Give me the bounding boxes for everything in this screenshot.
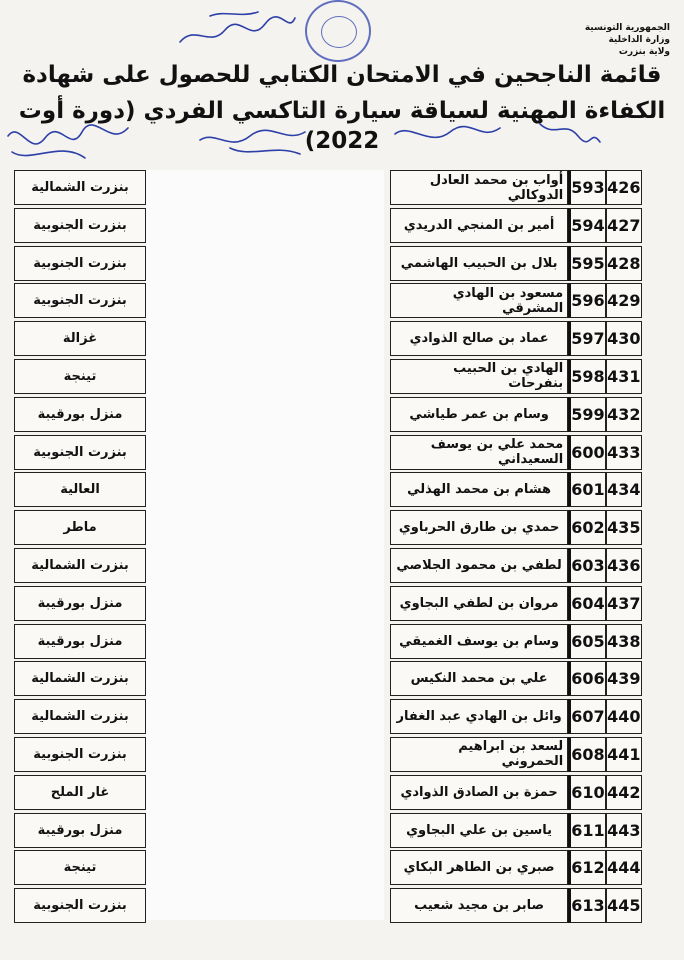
row-index: 431 — [606, 359, 642, 394]
delegation-row — [14, 472, 146, 507]
candidate-number: 605 — [568, 624, 605, 659]
table-row — [390, 888, 642, 923]
table-row — [390, 775, 642, 810]
candidate-number: 606 — [568, 661, 605, 696]
candidate-name: عماد بن صالح الذوادي — [390, 321, 568, 356]
delegation-row — [14, 813, 146, 848]
official-stamp — [305, 0, 371, 62]
delegation-name: غار الملح — [14, 775, 146, 810]
delegation-row — [14, 397, 146, 432]
table-row — [390, 246, 642, 281]
table-row — [390, 586, 642, 621]
candidate-number: 612 — [568, 850, 605, 885]
row-index: 440 — [606, 699, 642, 734]
delegation-name: تينجة — [14, 359, 146, 394]
candidate-name: وائل بن الهادي عبد الغفار — [390, 699, 568, 734]
delegation-row — [14, 586, 146, 621]
delegation-row — [14, 170, 146, 205]
row-index: 441 — [606, 737, 642, 772]
candidate-number: 608 — [568, 737, 605, 772]
delegation-row — [14, 321, 146, 356]
row-index: 427 — [606, 208, 642, 243]
row-index: 426 — [606, 170, 642, 205]
row-index: 436 — [606, 548, 642, 583]
candidate-name: هشام بن محمد الهذلي — [390, 472, 568, 507]
candidate-number: 593 — [568, 170, 605, 205]
table-row — [390, 321, 642, 356]
candidate-name: محمد علي بن يوسف السعيداني — [390, 435, 568, 470]
delegation-row — [14, 775, 146, 810]
table-row — [390, 397, 642, 432]
row-index: 444 — [606, 850, 642, 885]
header-line-governorate: ولاية بنزرت — [618, 47, 670, 57]
candidate-name: وسام بن يوسف الغميقي — [390, 624, 568, 659]
delegation-name: غزالة — [14, 321, 146, 356]
candidate-number: 604 — [568, 586, 605, 621]
signature-top — [170, 4, 300, 54]
candidate-number: 594 — [568, 208, 605, 243]
delegation-row — [14, 888, 146, 923]
delegation-row — [14, 850, 146, 885]
candidate-name: الهادي بن الحبيب بنفرحات — [390, 359, 568, 394]
candidate-number: 599 — [568, 397, 605, 432]
delegation-name: ماطر — [14, 510, 146, 545]
delegation-name: بنزرت الشمالية — [14, 699, 146, 734]
delegation-row — [14, 661, 146, 696]
candidate-name: وسام بن عمر طياشي — [390, 397, 568, 432]
candidate-name: علي بن محمد النكيس — [390, 661, 568, 696]
delegation-row — [14, 699, 146, 734]
table-row — [390, 283, 642, 318]
row-index: 445 — [606, 888, 642, 923]
table-row — [390, 699, 642, 734]
row-index: 430 — [606, 321, 642, 356]
candidate-number: 596 — [568, 283, 605, 318]
delegation-name: بنزرت الشمالية — [14, 548, 146, 583]
row-index: 439 — [606, 661, 642, 696]
delegation-name: بنزرت الجنوبية — [14, 888, 146, 923]
table-row — [390, 170, 642, 205]
delegation-name: بنزرت الجنوبية — [14, 737, 146, 772]
delegation-name: بنزرت الشمالية — [14, 170, 146, 205]
candidate-name: حمدي بن طارق الحرباوي — [390, 510, 568, 545]
header-line-ministry: وزارة الداخلية — [608, 35, 670, 45]
table-row — [390, 813, 642, 848]
delegation-name: العالية — [14, 472, 146, 507]
candidate-name: أمير بن المنجي الدريدي — [390, 208, 568, 243]
candidate-number: 595 — [568, 246, 605, 281]
candidate-number: 602 — [568, 510, 605, 545]
row-index: 428 — [606, 246, 642, 281]
candidates-table — [390, 170, 642, 926]
candidate-name: لسعد بن ابراهيم الحمروني — [390, 737, 568, 772]
candidate-number: 613 — [568, 888, 605, 923]
candidate-number: 607 — [568, 699, 605, 734]
delegation-row — [14, 435, 146, 470]
candidate-name: بلال بن الحبيب الهاشمي — [390, 246, 568, 281]
candidate-number: 601 — [568, 472, 605, 507]
row-index: 442 — [606, 775, 642, 810]
row-index: 435 — [606, 510, 642, 545]
delegation-name: منزل بورقيبة — [14, 397, 146, 432]
header-line-republic: الجمهورية التونسية — [584, 23, 670, 33]
delegation-name: منزل بورقيبة — [14, 624, 146, 659]
table-row — [390, 548, 642, 583]
delegation-row — [14, 359, 146, 394]
redacted-column — [146, 170, 384, 920]
delegation-row — [14, 283, 146, 318]
table-row — [390, 472, 642, 507]
candidate-name: صابر بن مجيد شعيب — [390, 888, 568, 923]
row-index: 434 — [606, 472, 642, 507]
delegation-name: بنزرت الجنوبية — [14, 246, 146, 281]
document-title-line-2: الكفاءة المهنية لسياقة سيارة التاكسي الفردي (دورة أوت 2022) — [18, 98, 666, 154]
row-index: 437 — [606, 586, 642, 621]
candidate-name: مسعود بن الهادي المشرقي — [390, 283, 568, 318]
candidate-name: أواب بن محمد العادل الدوكالي — [390, 170, 568, 205]
table-row — [390, 208, 642, 243]
ministry-header — [560, 22, 670, 58]
table-row — [390, 661, 642, 696]
delegation-name: بنزرت الجنوبية — [14, 208, 146, 243]
candidate-name: ياسين بن علي البجاوي — [390, 813, 568, 848]
delegation-row — [14, 737, 146, 772]
table-row — [390, 359, 642, 394]
table-row — [390, 737, 642, 772]
delegation-row — [14, 548, 146, 583]
candidate-number: 611 — [568, 813, 605, 848]
candidate-name: لطفي بن محمود الجلاصي — [390, 548, 568, 583]
table-row — [390, 850, 642, 885]
delegation-name: بنزرت الجنوبية — [14, 435, 146, 470]
candidate-number: 597 — [568, 321, 605, 356]
candidate-number: 610 — [568, 775, 605, 810]
document-title-line-1: قائمة الناجحين في الامتحان الكتابي للحصول على شهادة — [22, 62, 662, 88]
delegation-column — [14, 170, 146, 926]
row-index: 432 — [606, 397, 642, 432]
delegation-row — [14, 510, 146, 545]
delegation-row — [14, 624, 146, 659]
delegation-name: بنزرت الشمالية — [14, 661, 146, 696]
candidate-name: حمزة بن الصادق الذوادي — [390, 775, 568, 810]
delegation-name: بنزرت الجنوبية — [14, 283, 146, 318]
row-index: 433 — [606, 435, 642, 470]
table-row — [390, 624, 642, 659]
table-row — [390, 435, 642, 470]
row-index: 438 — [606, 624, 642, 659]
candidate-name: مروان بن لطفي البجاوي — [390, 586, 568, 621]
candidate-name: صبري بن الطاهر البكاي — [390, 850, 568, 885]
delegation-name: منزل بورقيبة — [14, 813, 146, 848]
row-index: 443 — [606, 813, 642, 848]
table-row — [390, 510, 642, 545]
row-index: 429 — [606, 283, 642, 318]
delegation-name: منزل بورقيبة — [14, 586, 146, 621]
delegation-row — [14, 208, 146, 243]
delegation-row — [14, 246, 146, 281]
candidate-number: 600 — [568, 435, 605, 470]
committee-signatures — [0, 118, 684, 170]
candidate-number: 603 — [568, 548, 605, 583]
candidate-number: 598 — [568, 359, 605, 394]
delegation-name: تينجة — [14, 850, 146, 885]
